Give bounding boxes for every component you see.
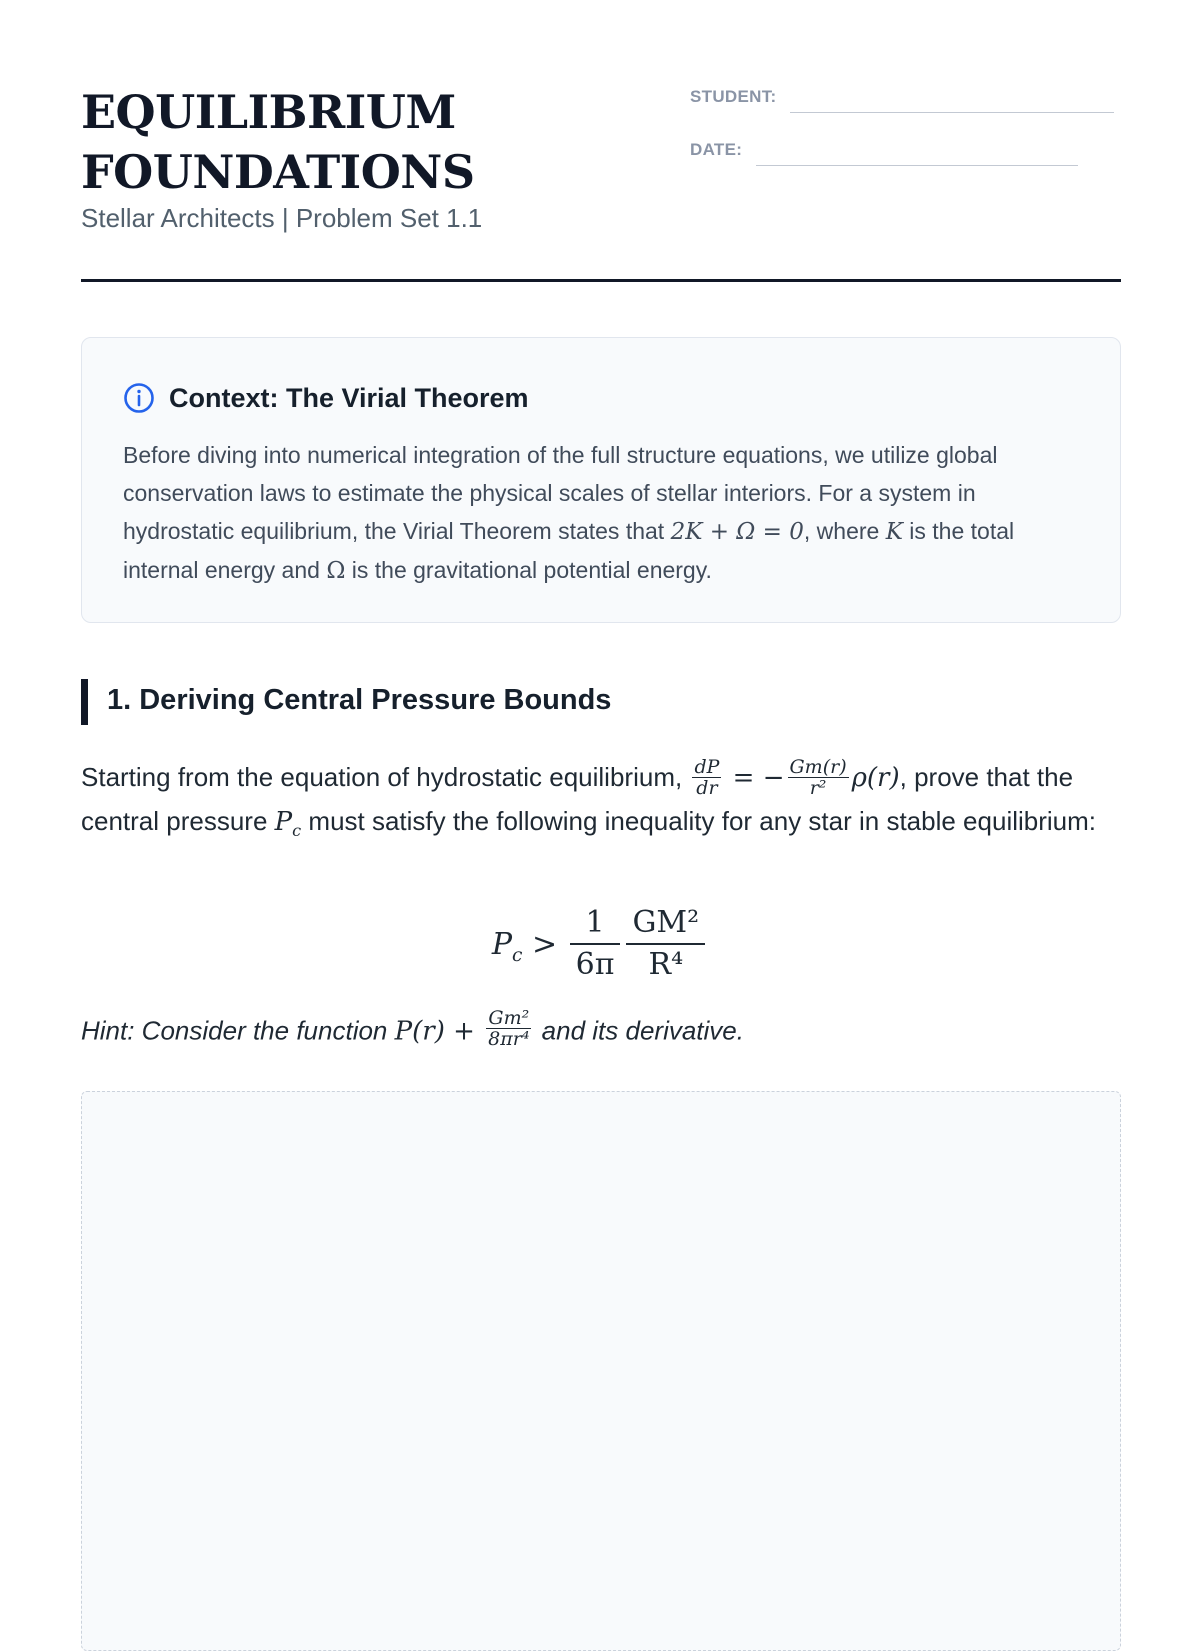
gm2-over-r4 bbox=[626, 903, 705, 985]
fraction-denominator: 8πr⁴ bbox=[488, 1028, 530, 1050]
fraction-denominator: dr bbox=[692, 777, 721, 798]
student-name-line[interactable] bbox=[790, 111, 1114, 113]
problem-text: must satisfy the following inequality for any star in stable equilibrium: bbox=[301, 805, 1097, 836]
context-text: , where bbox=[803, 518, 886, 544]
fraction-numerator: dP bbox=[694, 755, 720, 778]
context-text: Before diving into numerical integration of the full structure equations, we utilize global conservation laws to estimate the physical scales of stellar interiors. For a system in hydrostatic equilibrium, the Virial Theorem states that bbox=[123, 442, 998, 544]
header-divider bbox=[81, 279, 1121, 282]
inequality-lhs-subscript: c bbox=[512, 945, 523, 966]
pressure-inequality bbox=[0, 905, 1200, 987]
info-icon bbox=[123, 382, 155, 414]
student-label: STUDENT: bbox=[690, 87, 777, 106]
title-line-2: FOUNDATIONS bbox=[81, 145, 475, 199]
inequality-lhs: P bbox=[491, 927, 512, 962]
hint-fraction bbox=[486, 1008, 531, 1049]
context-box bbox=[81, 337, 1121, 623]
gm-r2-fraction bbox=[788, 757, 849, 798]
problem-statement bbox=[81, 756, 1121, 843]
context-text: is the total internal energy and bbox=[123, 518, 1015, 583]
section-accent-bar bbox=[81, 679, 88, 725]
central-pressure-symbol bbox=[274, 806, 302, 840]
equals-minus: = − bbox=[724, 763, 785, 793]
hint-text-part: and its derivative. bbox=[534, 1015, 744, 1046]
density-term: ρ(r) bbox=[851, 763, 900, 793]
problem-text: Starting from the equation of hydrostatic equilibrium, bbox=[81, 762, 690, 792]
page-title bbox=[81, 82, 641, 202]
hint-function: P(r) + bbox=[394, 1016, 484, 1047]
virial-equation: 2K + Ω = 0 bbox=[670, 519, 804, 545]
date-line[interactable] bbox=[756, 164, 1078, 166]
hint-text-part: Hint: Consider the function bbox=[81, 1015, 395, 1046]
fraction-denominator: r² bbox=[788, 777, 849, 798]
var-k: K bbox=[885, 519, 903, 545]
fraction-numerator: GM² bbox=[632, 905, 700, 940]
answer-area[interactable] bbox=[81, 1091, 1121, 1651]
date-field-row bbox=[690, 140, 1078, 160]
fraction-numerator: 1 bbox=[585, 905, 605, 940]
page-subtitle: Stellar Architects | Problem Set 1.1 bbox=[81, 203, 483, 233]
pc-symbol: P bbox=[274, 806, 293, 837]
fraction-numerator: Gm(r) bbox=[789, 755, 847, 778]
one-over-six-pi bbox=[570, 903, 621, 985]
context-title: Context: The Virial Theorem bbox=[169, 382, 529, 413]
dp-dr-fraction bbox=[692, 757, 721, 798]
inequality-operator: > bbox=[522, 927, 567, 962]
fraction-denominator: 6π bbox=[570, 943, 621, 985]
hint-text bbox=[81, 1007, 744, 1053]
problem-text: , prove that the central pressure bbox=[81, 762, 1074, 836]
title-line-1: EQUILIBRIUM bbox=[81, 85, 456, 139]
context-body bbox=[123, 436, 1083, 590]
student-field-row bbox=[690, 87, 1114, 107]
context-text: is the gravitational potential energy. bbox=[345, 557, 712, 583]
section-title: 1. Deriving Central Pressure Bounds bbox=[107, 684, 612, 716]
var-omega: Ω bbox=[326, 558, 346, 584]
fraction-denominator: R⁴ bbox=[626, 943, 705, 985]
context-header bbox=[123, 382, 529, 414]
fraction-numerator: Gm² bbox=[488, 1007, 530, 1029]
pc-subscript: c bbox=[292, 820, 302, 840]
date-label: DATE: bbox=[690, 140, 743, 159]
